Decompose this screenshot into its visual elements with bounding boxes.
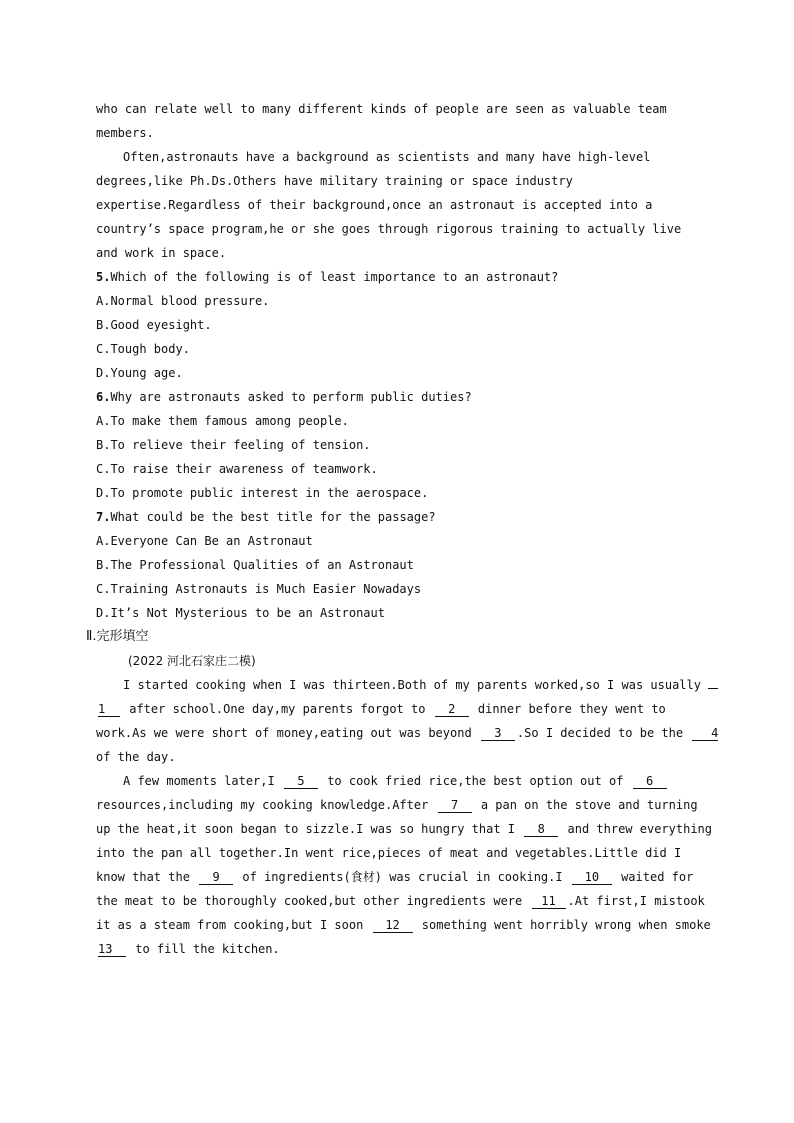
- cloze-blank-13[interactable]: 13: [98, 942, 126, 957]
- cloze-blank-9[interactable]: 9: [199, 870, 233, 885]
- question-6: [96, 385, 696, 409]
- cloze-blank-6[interactable]: 6: [633, 774, 667, 789]
- cloze-text: A few moments later,I: [123, 774, 275, 788]
- cloze-line: [96, 913, 711, 937]
- cloze-text: know that the: [96, 870, 190, 884]
- cloze-text: a pan on the stove and turning: [480, 798, 698, 812]
- cloze-line: [96, 673, 701, 697]
- cloze-line: [96, 865, 696, 889]
- option-b: B.To relieve their feeling of tension.: [96, 438, 371, 452]
- cloze-blank-4[interactable]: 4: [692, 726, 718, 741]
- cloze-line: [96, 697, 696, 721]
- cloze-text: .So I decided to be the: [516, 726, 684, 740]
- option-d: D.It’s Not Mysterious to be an Astronaut: [96, 606, 385, 620]
- question-stem: Which of the following is of least importance to an astronaut?: [110, 270, 559, 284]
- cloze-line: [96, 769, 696, 793]
- option-d: D.Young age.: [96, 366, 183, 380]
- cloze-line: [96, 817, 712, 841]
- passage-line: expertise.Regardless of their background,once an astronaut is accepted into a: [96, 198, 653, 212]
- cloze-blank-2[interactable]: 2: [435, 702, 469, 717]
- cloze-text: to cook fried rice,the best option out of: [327, 774, 624, 788]
- option-b: B.The Professional Qualities of an Astronaut: [96, 558, 414, 572]
- cloze-blank-8[interactable]: 8: [524, 822, 558, 837]
- cloze-line: [96, 793, 696, 817]
- option-d: D.To promote public interest in the aerospace.: [96, 486, 429, 500]
- cloze-line: [96, 721, 719, 745]
- option-c: C.Training Astronauts is Much Easier Nowadays: [96, 582, 422, 596]
- question-number: 6.: [96, 390, 111, 404]
- passage-line: members.: [96, 126, 154, 140]
- cloze-text: work.As we were short of money,eating out was beyond: [96, 726, 472, 740]
- cloze-blank-1[interactable]: 1: [98, 702, 120, 717]
- cloze-text: up the heat,it soon began to sizzle.I was so hungry that I: [96, 822, 516, 836]
- question-7: [96, 505, 696, 529]
- cloze-blank-11[interactable]: 11: [532, 894, 566, 909]
- cloze-text: of ingredients(食材) was crucial in cooking.I: [242, 870, 563, 884]
- cloze-line: [96, 889, 705, 913]
- cloze-text: the meat to be thoroughly cooked,but other ingredients were: [96, 894, 523, 908]
- cloze-blank-3[interactable]: 3: [481, 726, 515, 741]
- passage-line: who can relate well to many different kinds of people are seen as valuable team: [96, 102, 667, 116]
- cloze-text: I started cooking when I was thirteen.Both of my parents worked,so I was usually: [123, 678, 701, 692]
- cloze-text: to fill the kitchen.: [135, 942, 280, 956]
- cloze-line: into the pan all together.In went rice,pieces of meat and vegetables.Little did I: [96, 846, 682, 860]
- document-page: [86, 97, 719, 961]
- cloze-blank-10[interactable]: 10: [572, 870, 612, 885]
- cloze-text: .At first,I mistook: [567, 894, 705, 908]
- option-c: C.Tough body.: [96, 342, 190, 356]
- passage-line: Often,astronauts have a background as scientists and many have high-level: [123, 150, 651, 164]
- cloze-blank-5[interactable]: 5: [284, 774, 318, 789]
- cloze-text: and threw everything: [567, 822, 712, 836]
- passage-line: and work in space.: [96, 246, 227, 260]
- question-number: 7.: [96, 510, 111, 524]
- question-stem: Why are astronauts asked to perform public duties?: [110, 390, 472, 404]
- cloze-blank-lead: [708, 688, 718, 689]
- passage-line: degrees,like Ph.Ds.Others have military training or space industry: [96, 174, 573, 188]
- option-a: A.To make them famous among people.: [96, 414, 349, 428]
- question-number: 5.: [96, 270, 111, 284]
- cloze-text: something went horribly wrong when smoke: [421, 918, 711, 932]
- option-c: C.To raise their awareness of teamwork.: [96, 462, 378, 476]
- cloze-line: of the day.: [96, 750, 176, 764]
- cloze-text: after school.One day,my parents forgot to: [129, 702, 426, 716]
- cloze-text: waited for: [621, 870, 694, 884]
- cloze-line: [96, 937, 696, 961]
- passage-line: country’s space program,he or she goes through rigorous training to actually live: [96, 222, 682, 236]
- cloze-text: dinner before they went to: [477, 702, 666, 716]
- option-a: A.Everyone Can Be an Astronaut: [96, 534, 313, 548]
- question-5: [96, 265, 696, 289]
- cloze-blank-7[interactable]: 7: [438, 798, 472, 813]
- source-note: (2022 河北石家庄二模): [128, 654, 256, 668]
- cloze-text: it as a steam from cooking,but I soon: [96, 918, 364, 932]
- option-a: A.Normal blood pressure.: [96, 294, 270, 308]
- cloze-blank-12[interactable]: 12: [373, 918, 413, 933]
- cloze-text: resources,including my cooking knowledge.After: [96, 798, 429, 812]
- option-b: B.Good eyesight.: [96, 318, 212, 332]
- question-stem: What could be the best title for the passage?: [110, 510, 436, 524]
- section-heading: Ⅱ.完形填空: [86, 629, 149, 644]
